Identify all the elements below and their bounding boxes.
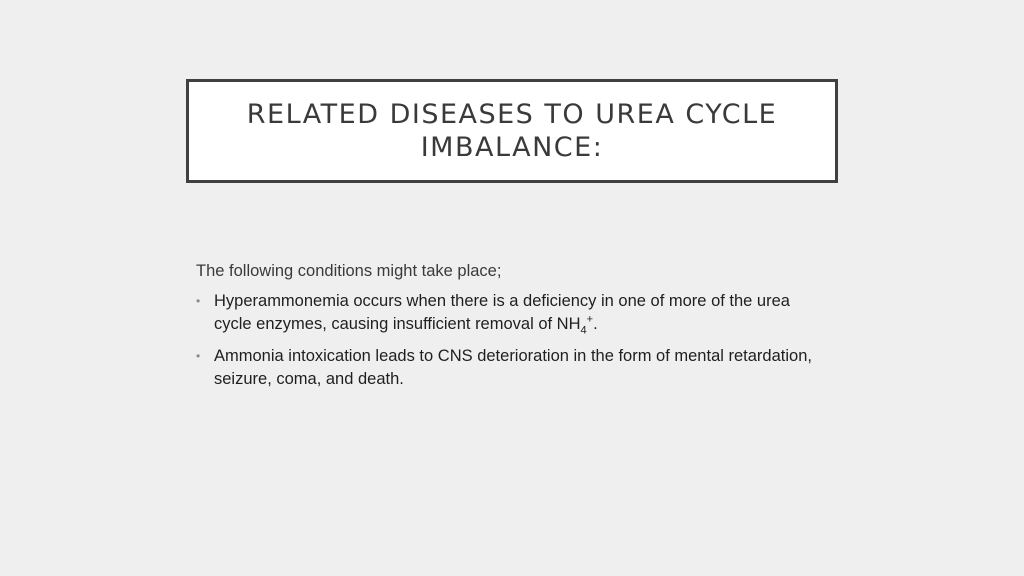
title-box bbox=[186, 79, 838, 183]
bullet-list bbox=[196, 290, 816, 391]
subscript-text: 4 bbox=[580, 324, 587, 337]
intro-text: The following conditions might take place; bbox=[196, 262, 502, 280]
slide-title: RELATED DISEASES TO UREA CYCLE IMBALANCE: bbox=[246, 99, 778, 163]
bullet-text: Hyperammonemia occurs when there is a deficiency in one of more of the urea cycle enzymes, causing insufficient removal of NH bbox=[214, 292, 790, 333]
slide-content bbox=[196, 260, 816, 400]
superscript-text: + bbox=[586, 313, 594, 326]
bullet-text: Ammonia intoxication leads to CNS deterioration in the form of mental retardation, seizure, coma, and death. bbox=[214, 347, 812, 388]
bullet-icon: • bbox=[196, 349, 201, 363]
bullet-text-end: . bbox=[593, 315, 598, 333]
list-item bbox=[196, 345, 816, 391]
bullet-icon: • bbox=[196, 294, 201, 308]
list-item bbox=[196, 290, 816, 336]
